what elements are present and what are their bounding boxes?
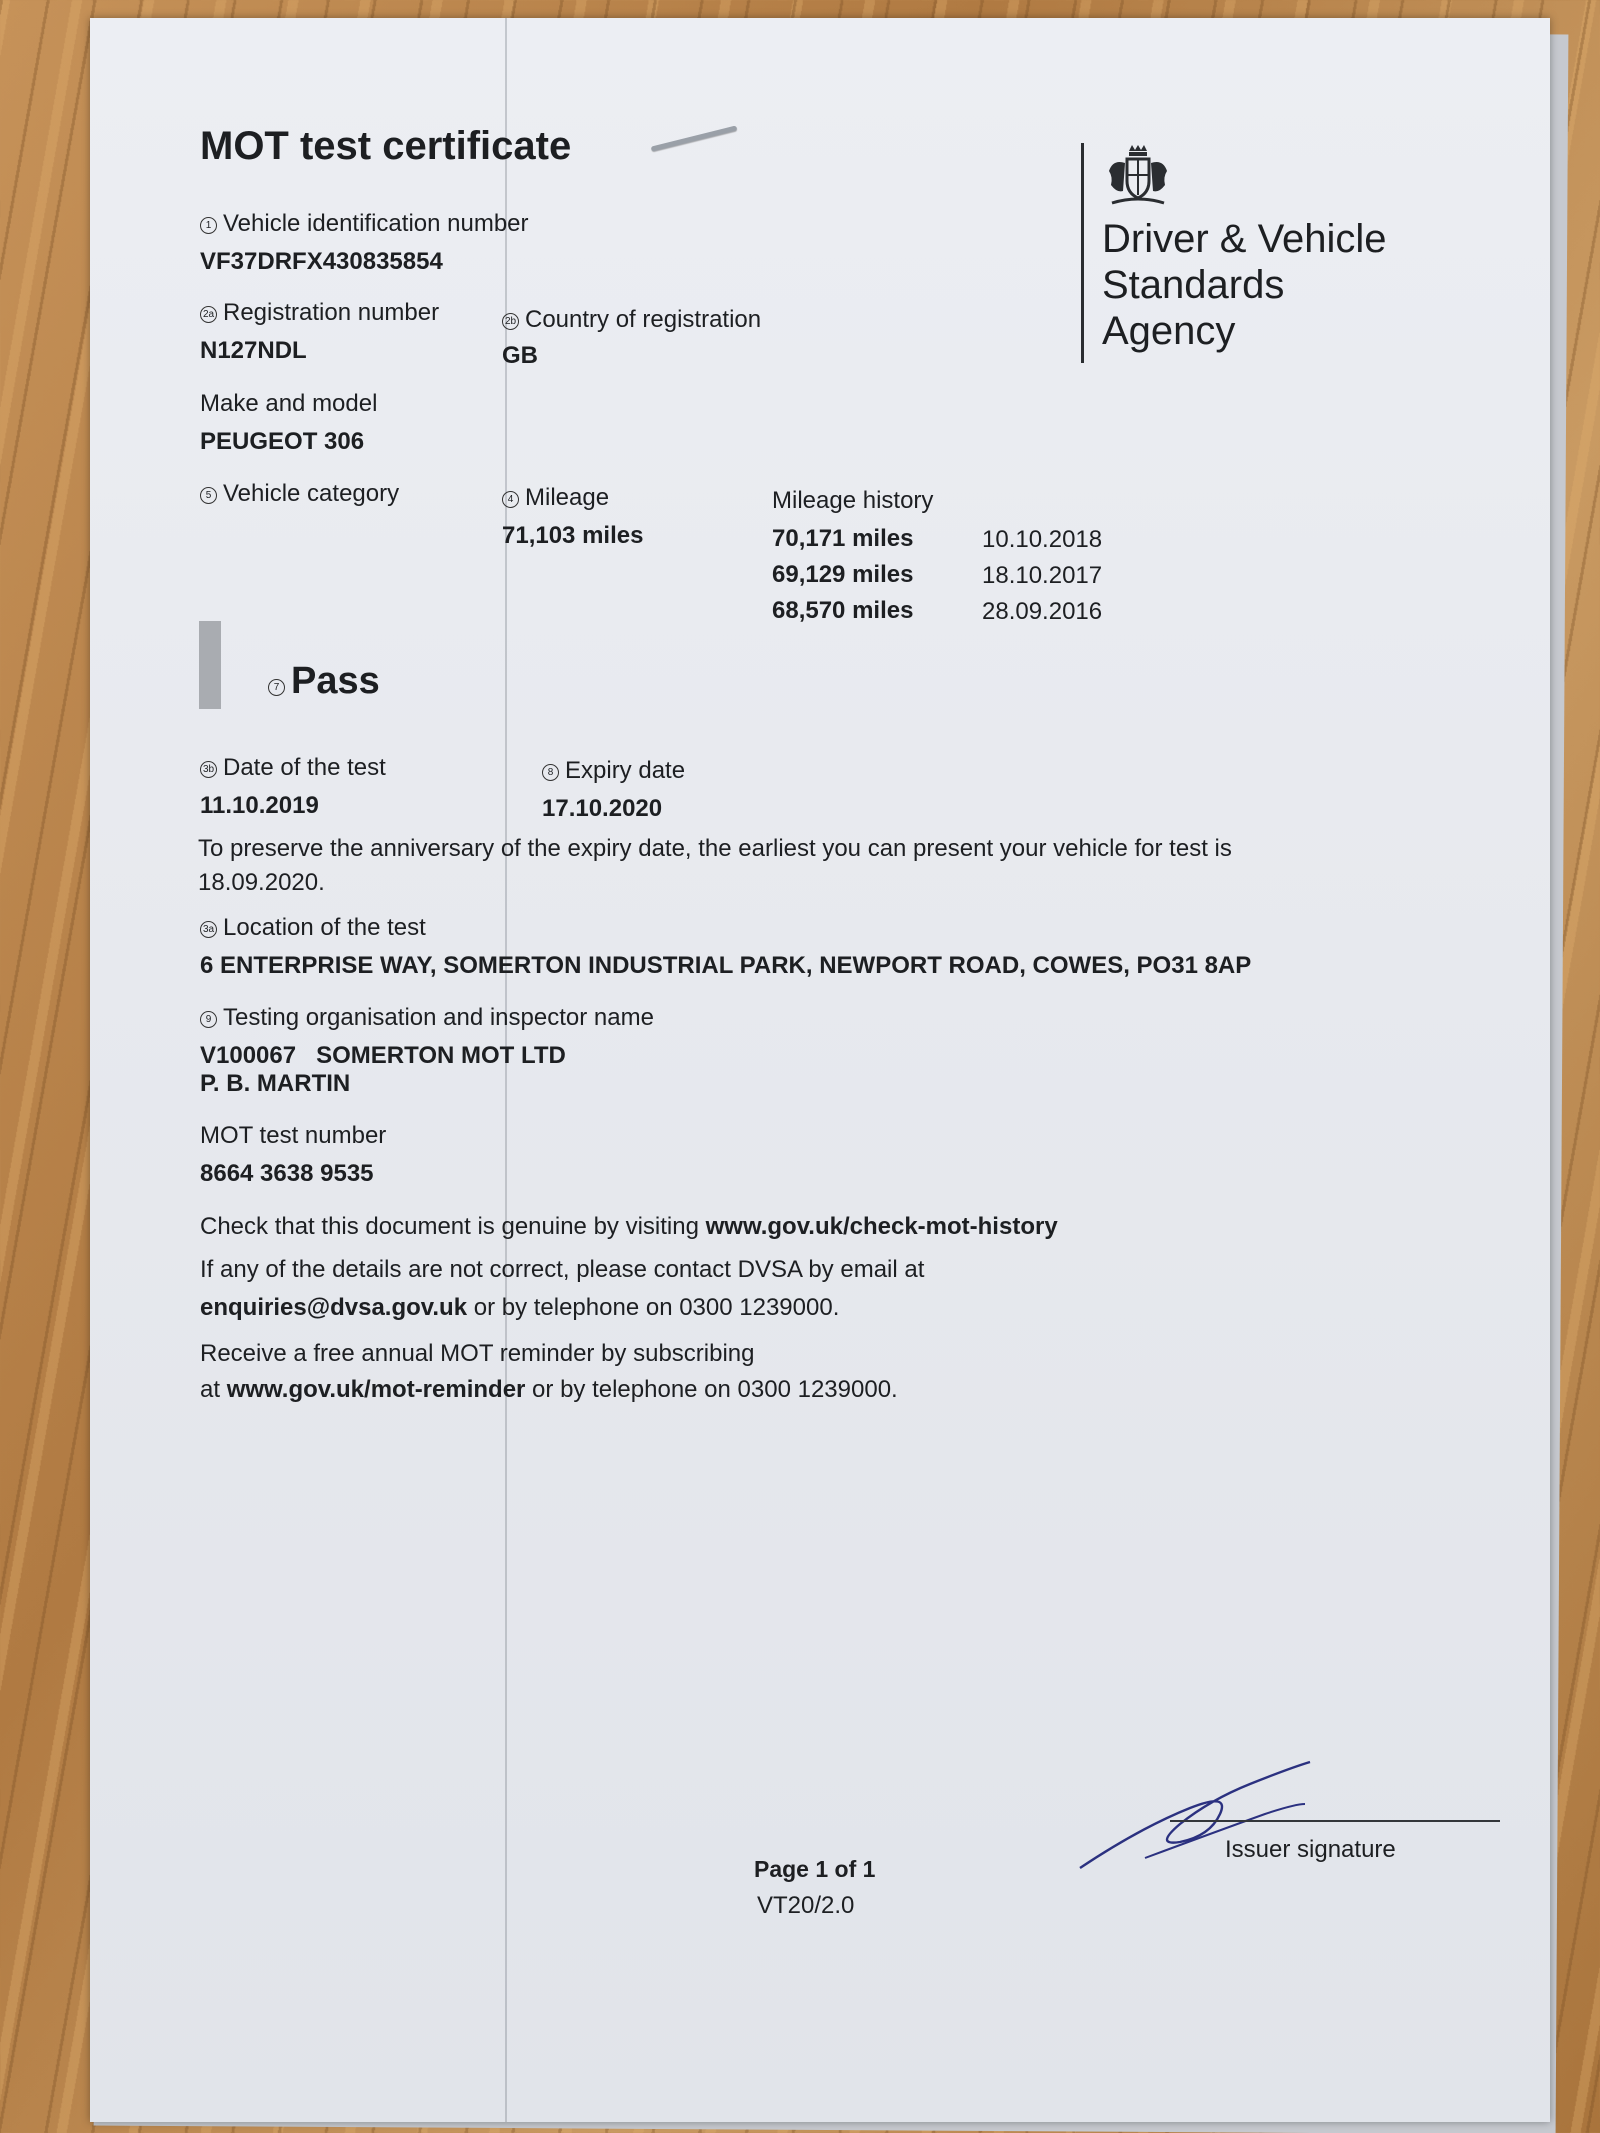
- certificate-page: [90, 18, 1550, 2122]
- make-model-label: Make and model: [200, 390, 378, 417]
- mileage-history-miles: 68,570 miles: [772, 597, 914, 624]
- test-number-label: MOT test number: [200, 1122, 387, 1149]
- expiry-date-value: 17.10.2020: [542, 795, 663, 822]
- staple: [651, 125, 738, 151]
- mileage-history-date: 28.09.2016: [982, 598, 1103, 625]
- mileage-history-miles: 69,129 miles: [772, 561, 914, 588]
- mileage-history-date: 18.10.2017: [982, 562, 1103, 589]
- field-number: 5: [200, 487, 217, 504]
- anniversary-note: To preserve the anniversary of the expiry date, the earliest you can present your vehicle for test is: [198, 835, 1232, 862]
- contact-details: enquiries@dvsa.gov.uk or by telephone on 0300 1239000.: [200, 1294, 840, 1321]
- check-genuine-note: Check that this document is genuine by visiting www.gov.uk/check-mot-history: [200, 1213, 1058, 1240]
- registration-label: 2a Registration number: [200, 299, 439, 327]
- check-mot-history-link[interactable]: www.gov.uk/check-mot-history: [705, 1213, 1058, 1240]
- country-value: GB: [502, 342, 538, 369]
- reminder-note: Receive a free annual MOT reminder by subscribing: [200, 1340, 755, 1367]
- field-number: 2b: [502, 313, 519, 330]
- organisation-code: V100067: [200, 1042, 297, 1069]
- mileage-label: 4 Mileage: [502, 484, 609, 512]
- page-number: Page 1 of 1: [754, 1856, 876, 1882]
- make-model-value: PEUGEOT 306: [200, 428, 365, 455]
- location-value: 6 ENTERPRISE WAY, SOMERTON INDUSTRIAL PARK, NEWPORT ROAD, COWES, PO31 8AP: [200, 952, 1252, 979]
- mot-reminder-link[interactable]: www.gov.uk/mot-reminder: [226, 1376, 526, 1403]
- mileage-history-label: Mileage history: [772, 487, 934, 514]
- royal-crest-icon: [1098, 143, 1178, 213]
- field-number: 2a: [200, 306, 217, 323]
- field-number: 7: [268, 679, 285, 696]
- mileage-history-date: 10.10.2018: [982, 526, 1103, 553]
- test-date-label: 3b Date of the test: [200, 754, 386, 782]
- agency-name: Driver & Vehicle Standards Agency: [1102, 217, 1387, 353]
- reminder-details: at www.gov.uk/mot-reminder or by telephone on 0300 1239000.: [200, 1376, 898, 1403]
- mileage-value: 71,103 miles: [502, 522, 644, 549]
- document-title: MOT test certificate: [200, 124, 572, 168]
- inspector-name: P. B. MARTIN: [200, 1070, 351, 1097]
- test-date-value: 11.10.2019: [200, 792, 319, 819]
- vehicle-category-label: 5 Vehicle category: [200, 480, 399, 508]
- signature-label: Issuer signature: [1225, 1836, 1396, 1863]
- result-marker-bar: [199, 621, 221, 709]
- signature-line: [1170, 1820, 1500, 1822]
- registration-value: N127NDL: [200, 337, 307, 364]
- field-number: 4: [502, 491, 519, 508]
- location-label: 3a Location of the test: [200, 914, 426, 942]
- contact-note: If any of the details are not correct, please contact DVSA by email at: [200, 1256, 925, 1283]
- mileage-history-miles: 70,171 miles: [772, 525, 914, 552]
- test-result: 7 Pass: [268, 660, 380, 703]
- expiry-date-label: 8 Expiry date: [542, 757, 685, 785]
- field-number: 9: [200, 1011, 217, 1028]
- country-label: 2b Country of registration: [502, 306, 761, 334]
- field-number: 3a: [200, 921, 217, 938]
- field-number: 3b: [200, 761, 217, 778]
- form-code: VT20/2.0: [757, 1892, 855, 1919]
- organisation-value: [200, 1042, 566, 1070]
- vin-value: VF37DRFX430835854: [200, 248, 443, 275]
- organisation-name: SOMERTON MOT LTD: [316, 1042, 566, 1069]
- agency-logo-rule: [1081, 143, 1084, 363]
- field-number: 1: [200, 217, 217, 234]
- vin-label: 1 Vehicle identification number: [200, 210, 529, 238]
- dvsa-email-link[interactable]: enquiries@dvsa.gov.uk: [200, 1294, 468, 1321]
- organisation-label: 9 Testing organisation and inspector name: [200, 1004, 654, 1032]
- anniversary-date: 18.09.2020.: [198, 869, 325, 896]
- test-number-value: 8664 3638 9535: [200, 1160, 374, 1187]
- field-number: 8: [542, 764, 559, 781]
